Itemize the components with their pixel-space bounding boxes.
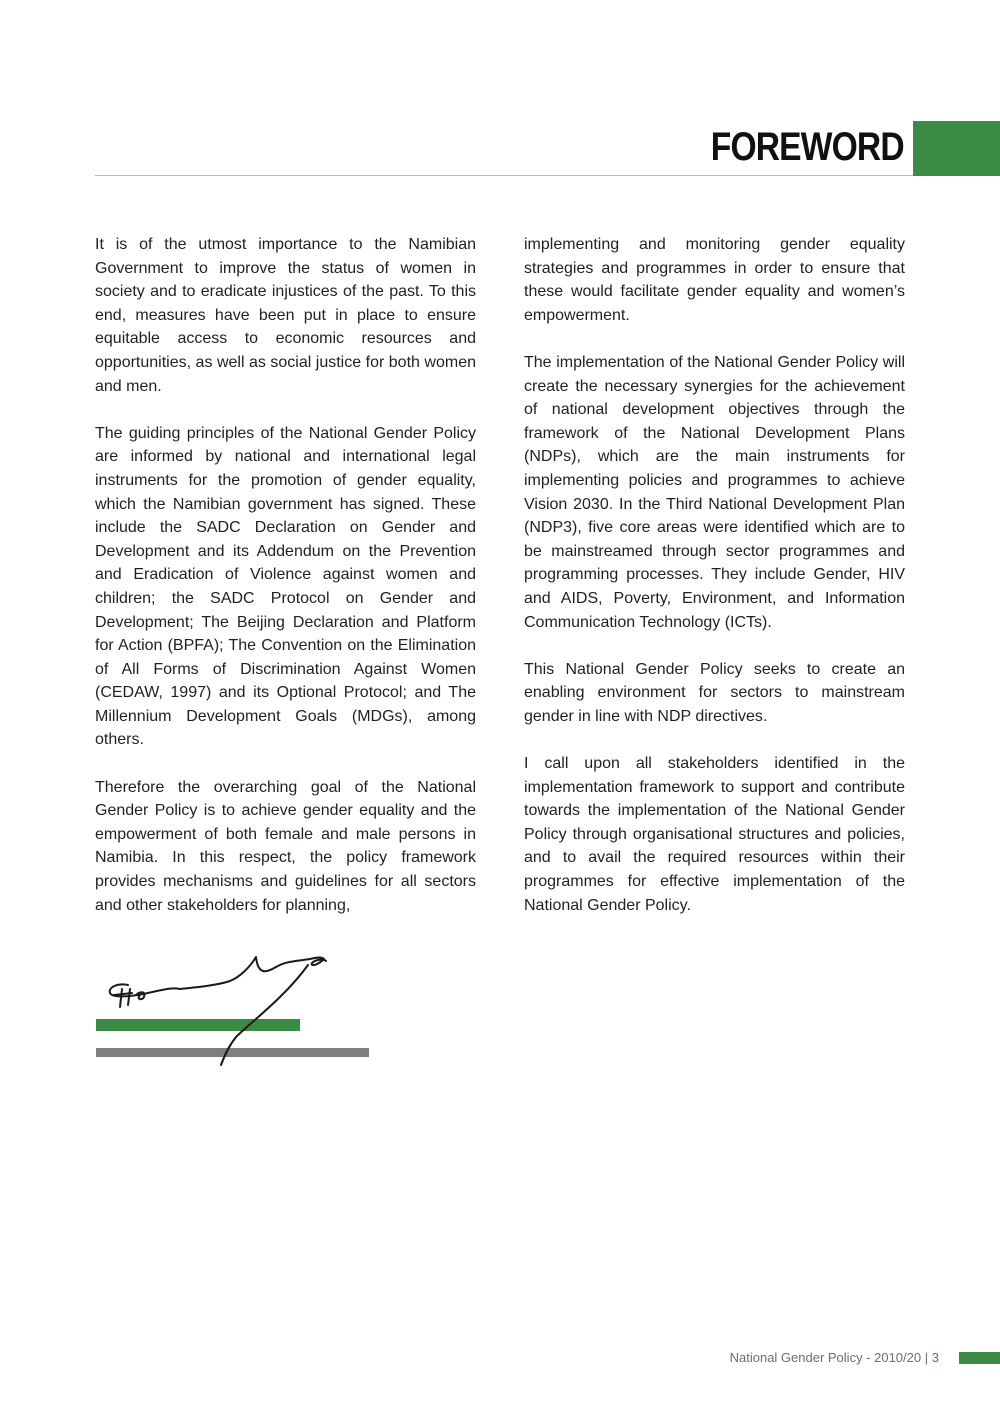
header-divider <box>95 175 913 176</box>
paragraph: The implementation of the National Gender Policy will create the necessary synergies for the achievement of national development objectives through the framework of the National Development Plans (NDPs), which are the main instruments for implementing policies and programmes to achieve Vision 2030. In the Third National Development Plan (NDP3), five core areas were identified which are to be mainstreamed through sector programmes and programming processes. They include Gender, HIV and AIDS, Poverty, Environment, and Information Communication Technology (ICTs). <box>524 353 905 631</box>
paragraph: I call upon all stakeholders identified in the implementation framework to support and contribute towards the implementation of the National Gender Policy through organisational structures and policies, and to avail the required resources within their programmes for effective implementation of the National Gender Policy. <box>524 755 905 914</box>
paragraph: Therefore the overarching goal of the National Gender Policy is to achieve gender equality and the empowerment of both female and male persons in Namibia. In this respect, the policy framework provides mechanisms and guidelines for all sectors and other stakeholders for planning, <box>95 778 476 914</box>
paragraph: This National Gender Policy seeks to create an enabling environment for sectors to mainstream gender in line with NDP directives. <box>524 660 905 725</box>
title-accent-block <box>913 121 1000 176</box>
paragraph: The guiding principles of the National Gender Policy are informed by national and international legal instruments for the promotion of gender equality, which the Namibian government has signed. These include the SADC Declaration on Gender and Development and its Addendum on the Prevention and Eradication of Violence against women and children; the SADC Protocol on Gender and Development; The Beijing Declaration and Platform for Action (BPFA); The Convention on the Elimination of All Forms of Discrimination Against Women (CEDAW, 1997) and its Optional Protocol; and The Millennium Development Goals (MDGs), among others. <box>95 424 476 749</box>
page-number: 3 <box>931 1350 939 1365</box>
page-title: FOREWORD <box>710 125 904 169</box>
left-column <box>95 233 476 941</box>
signature-image <box>100 945 340 1070</box>
paragraph: It is of the utmost importance to the Namibian Government to improve the status of women in society and to eradicate injustices of the past. To this end, measures have been put in place to ensure equitable access to economic resources and opportunities, as well as social justice for both women and men. <box>95 236 476 395</box>
paragraph: implementing and monitoring gender equality strategies and programmes in order to ensure that these would facilitate gender equality and women’s empowerment. <box>524 236 905 324</box>
footer-separator: | <box>924 1350 929 1365</box>
footer-document-title: National Gender Policy - 2010/20 <box>729 1350 922 1365</box>
footer-accent-block <box>959 1352 1000 1364</box>
page-footer <box>730 1348 939 1368</box>
right-column <box>524 233 905 941</box>
